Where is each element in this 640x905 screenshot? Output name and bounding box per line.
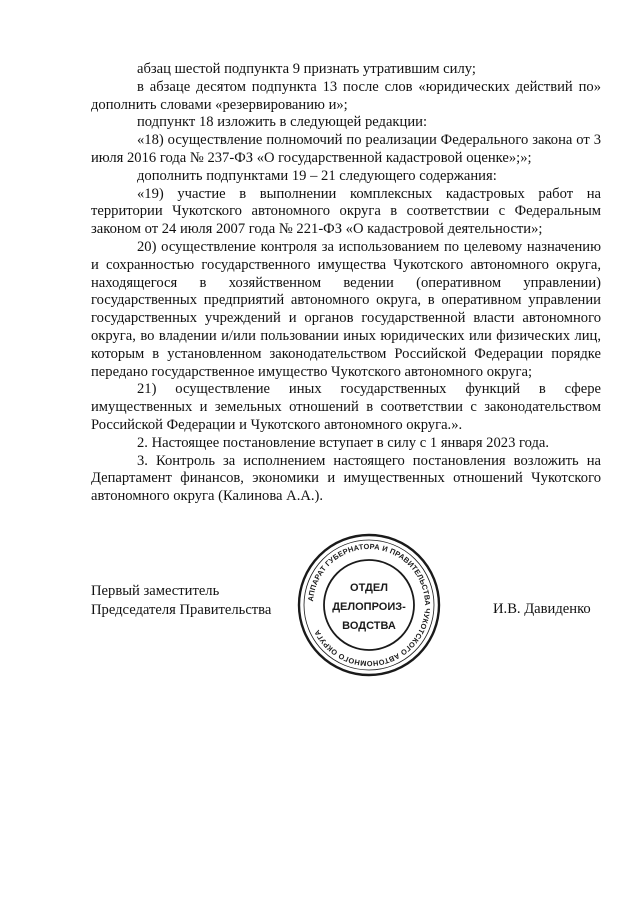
- stamp-center-line1: ОТДЕЛ: [350, 582, 388, 594]
- stamp-center-line2: ДЕЛОПРОИЗ-: [332, 601, 406, 613]
- document-body: [91, 61, 601, 506]
- paragraph: «19) участие в выполнении комплексных кадастровых работ на территории Чукотского автономного округа в соответствии с Федеральным законом от 24 июля 2007 года № 221-ФЗ «О кадастровой деятельности»;: [91, 185, 601, 238]
- paragraph: в абзаце десятом подпункта 13 после слов «юридических действий по» дополнить словами «резервированию и»;: [91, 78, 601, 113]
- paragraph: 20) осуществление контроля за использованием по целевому назначению и сохранностью государственного имущества Чукотского автономного округа, находящегося в хозяйственном ведении (оперативном управлении) государственных предприятий автономного округа, в оперативном управлении государственных учреждений и органов государственной власти автономного округа, во владении и/или пользовании иных юридических или физических лиц, которым в установленном законодательством Российской Федерации порядке передано государственное имущество Чукотского автономного округа;: [91, 238, 601, 380]
- stamp-ring-text: АППАРАТ ГУБЕРНАТОРА И ПРАВИТЕЛЬСТВА ЧУКОТСКОГО АВТОНОМНОГО ОКРУГА: [306, 541, 433, 669]
- signatory-name: И.В. Давиденко: [493, 601, 591, 617]
- paragraph: абзац шестой подпункта 9 признать утратившим силу;: [137, 61, 476, 77]
- paragraph: подпункт 18 изложить в следующей редакции:: [137, 114, 428, 131]
- signatory-position-line2: Председателя Правительства: [91, 601, 272, 618]
- paragraph: 21) осуществление иных государственных функций в сфере имущественных и земельных отношений в соответствии с законодательством Российской Федерации и Чукотского автономного округа.».: [91, 381, 601, 433]
- stamp-center-line3: ВОДСТВА: [342, 620, 396, 632]
- signatory-position-line1: Первый заместитель: [91, 583, 220, 599]
- paragraph: 2. Настоящее постановление вступает в силу с 1 января 2023 года.: [137, 434, 550, 451]
- official-stamp: [294, 530, 444, 680]
- paragraph: «18) осуществление полномочий по реализации Федерального закона от 3 июля 2016 года № 237-ФЗ «О государственной кадастровой оценке»;»;: [91, 132, 601, 166]
- paragraph: 3. Контроль за исполнением настоящего постановления возложить на Департамент финансов, экономики и имущественных отношений Чукотского автономного округа (Калинова А.А.).: [91, 452, 601, 505]
- paragraph: дополнить подпунктами 19 – 21 следующего содержания:: [137, 167, 497, 184]
- signatory-position: [91, 582, 271, 619]
